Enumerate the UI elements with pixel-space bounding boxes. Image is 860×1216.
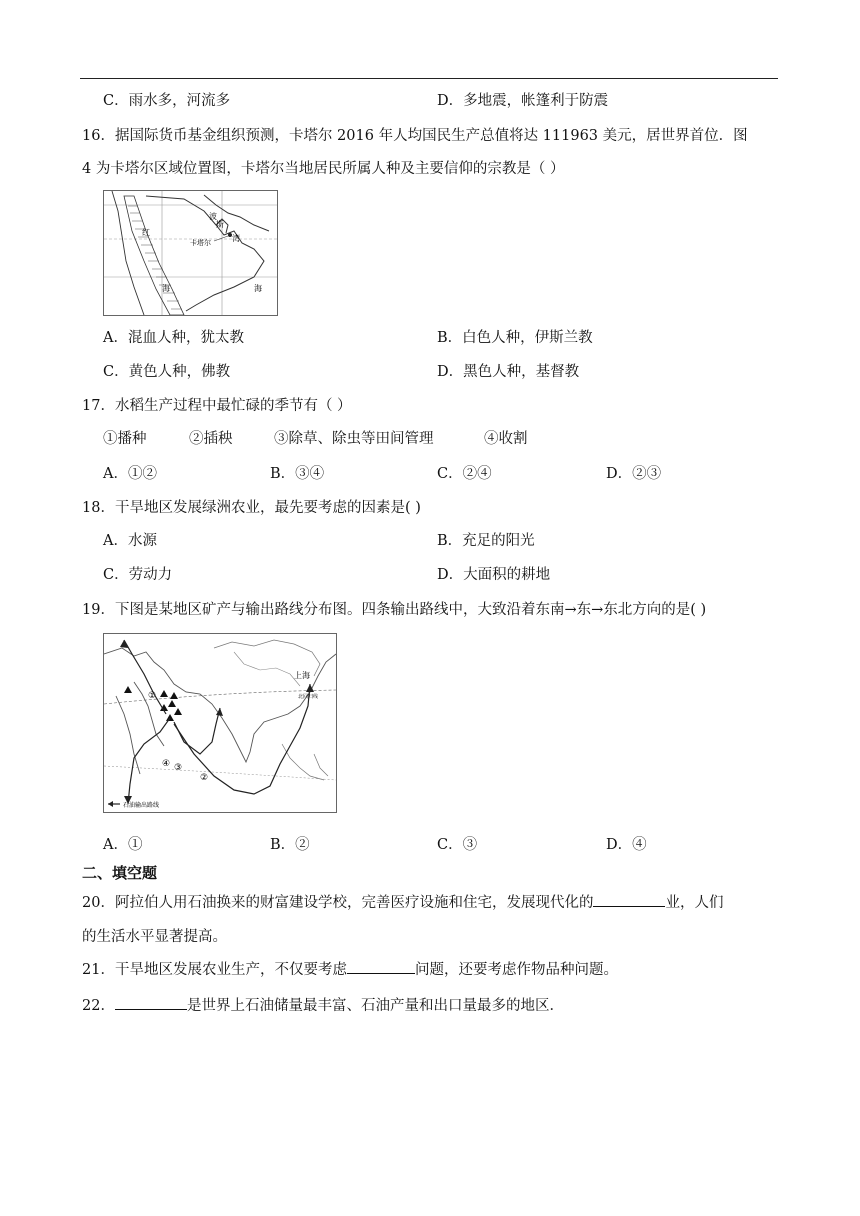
red-sea-label-2: 海 <box>162 284 170 293</box>
qatar-location-map <box>103 190 278 316</box>
q17-option-c[interactable]: C．②④ <box>437 466 492 482</box>
q21-text-b: 问题，还要考虑作物品种问题。 <box>414 962 618 978</box>
q16-stem-line1: 16．据国际货币基金组织预测，卡塔尔 2016 年人均国民生产总值将达 111963 美元，居世界首位．图 <box>82 128 748 144</box>
route-3-label: ③ <box>174 763 183 773</box>
q17-option-b[interactable]: B．③④ <box>270 466 325 482</box>
section-title-fill-in: 二、填空题 <box>82 864 158 882</box>
q16-option-a[interactable]: A．混血人种，犹太教 <box>103 330 244 346</box>
q15-option-c[interactable]: C．雨水多，河流多 <box>103 93 231 109</box>
q22-blank[interactable] <box>115 995 187 1010</box>
gulf-label-2: 斯 <box>216 220 224 229</box>
q18-stem: 18．干旱地区发展绿洲农业，最先要考虑的因素是( ) <box>82 500 421 516</box>
route-legend-label: 石油输出路线 <box>123 802 160 809</box>
tropic-label: 北回归线 <box>298 694 319 700</box>
q17-option-a[interactable]: A．①② <box>103 466 157 482</box>
q19-option-b[interactable]: B．② <box>270 837 310 853</box>
q20-line2: 的生活水平显著提高。 <box>82 929 227 945</box>
q21-blank[interactable] <box>347 959 415 974</box>
header-rule <box>80 78 778 79</box>
q21-text-a: 21．干旱地区发展农业生产，不仅要考虑 <box>82 962 347 978</box>
q16-option-c[interactable]: C．黄色人种，佛教 <box>103 364 231 380</box>
q22-line <box>82 994 564 1015</box>
q22-text-b: 是世界上石油储量最丰富、石油产量和出口量最多的地区． <box>186 998 564 1014</box>
q17-option-d[interactable]: D．②③ <box>606 466 662 482</box>
q18-option-a[interactable]: A．水源 <box>103 533 157 549</box>
q18-option-c[interactable]: C．劳动力 <box>103 567 173 583</box>
q18-option-b[interactable]: B．充足的阳光 <box>437 533 535 549</box>
q17-item-4: ④收割 <box>484 431 528 447</box>
route-2-label: ② <box>200 773 209 783</box>
oil-export-route-map <box>103 633 337 813</box>
q22-text-a: 22． <box>82 998 115 1014</box>
qatar-map-svg <box>104 191 277 315</box>
q19-option-d[interactable]: D．④ <box>606 837 647 853</box>
q16-option-d[interactable]: D．黑色人种，基督教 <box>437 364 580 380</box>
q17-item-2: ②插秧 <box>189 431 233 447</box>
q21-line <box>82 958 618 979</box>
q19-option-a[interactable]: A．① <box>103 837 143 853</box>
q20-text-b: 业，人们 <box>665 895 724 911</box>
q16-option-b[interactable]: B．白色人种，伊斯兰教 <box>437 330 593 346</box>
q17-item-3: ③除草、除虫等田间管理 <box>274 431 434 447</box>
q17-item-1: ①播种 <box>103 431 147 447</box>
q17-stem: 17．水稻生产过程中最忙碌的季节有（ ） <box>82 398 352 414</box>
q19-option-c[interactable]: C．③ <box>437 837 478 853</box>
q15-option-d[interactable]: D．多地震，帐篷利于防震 <box>437 93 609 109</box>
oil-map-svg <box>104 634 336 812</box>
q20-line1 <box>82 891 723 912</box>
q20-blank[interactable] <box>593 892 665 907</box>
q19-stem: 19．下图是某地区矿产与输出路线分布图。四条输出路线中，大致沿着东南→东→东北方向的是( ) <box>82 602 707 618</box>
shanghai-label: 上海 <box>294 671 310 680</box>
q20-text-a: 20．阿拉伯人用石油换来的财富建设学校，完善医疗设施和住宅，发展现代化的 <box>82 895 594 911</box>
route-4-label: ④ <box>162 759 171 769</box>
q16-stem-line2: 4 为卡塔尔区域位置图，卡塔尔当地居民所属人种及主要信仰的宗教是（ ） <box>82 161 565 177</box>
gulf-label-3: 湾 <box>232 234 240 243</box>
red-sea-label-1: 红 <box>142 228 150 237</box>
gulf-label-1: 波 <box>209 212 217 221</box>
arabian-sea-label: 海 <box>254 284 262 293</box>
q18-option-d[interactable]: D．大面积的耕地 <box>437 567 551 583</box>
qatar-label: 卡塔尔 <box>190 239 211 247</box>
route-1-label: ① <box>148 691 157 701</box>
